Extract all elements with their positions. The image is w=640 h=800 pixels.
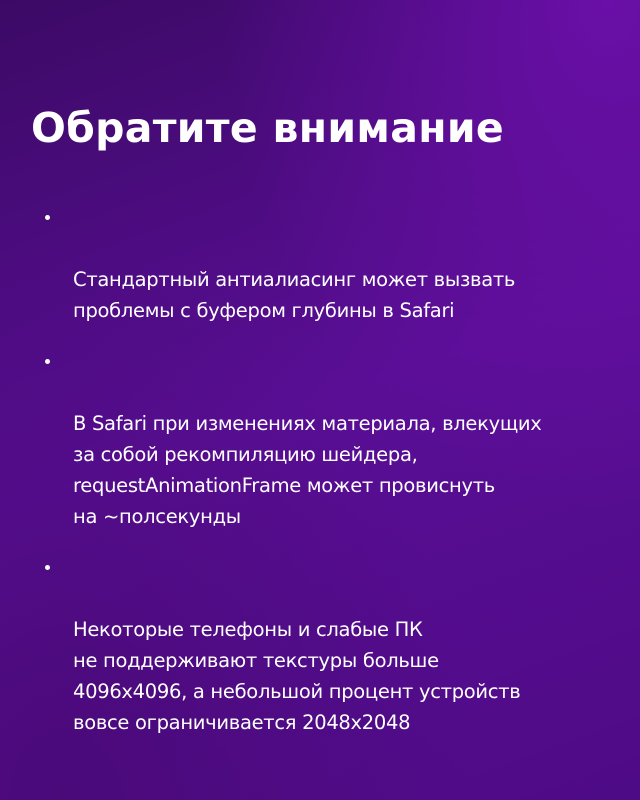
bullet-item [31, 552, 610, 738]
bullet-text: В Safari при изменениях материала, влекущих за собой рекомпиляцию шейдера, requestAnimationFrame может провиснуть на ~полсекунды [73, 412, 542, 528]
bullet-dot-icon [45, 565, 50, 570]
bullet-item [31, 202, 610, 326]
bullet-text: Некоторые телефоны и слабые ПК не поддерживают текстуры больше 4096x4096, а небольшой процент устройств вовсе ограничивается 2048x2048 [73, 618, 521, 734]
bullet-item [31, 346, 610, 532]
bullet-text: Стандартный антиалиасинг может вызвать проблемы с буфером глубины в Safari [73, 268, 516, 322]
bullet-dot-icon [45, 359, 50, 364]
bullet-list [31, 202, 610, 738]
slide-title: Обратите внимание [31, 104, 504, 152]
bullet-dot-icon [45, 215, 50, 220]
